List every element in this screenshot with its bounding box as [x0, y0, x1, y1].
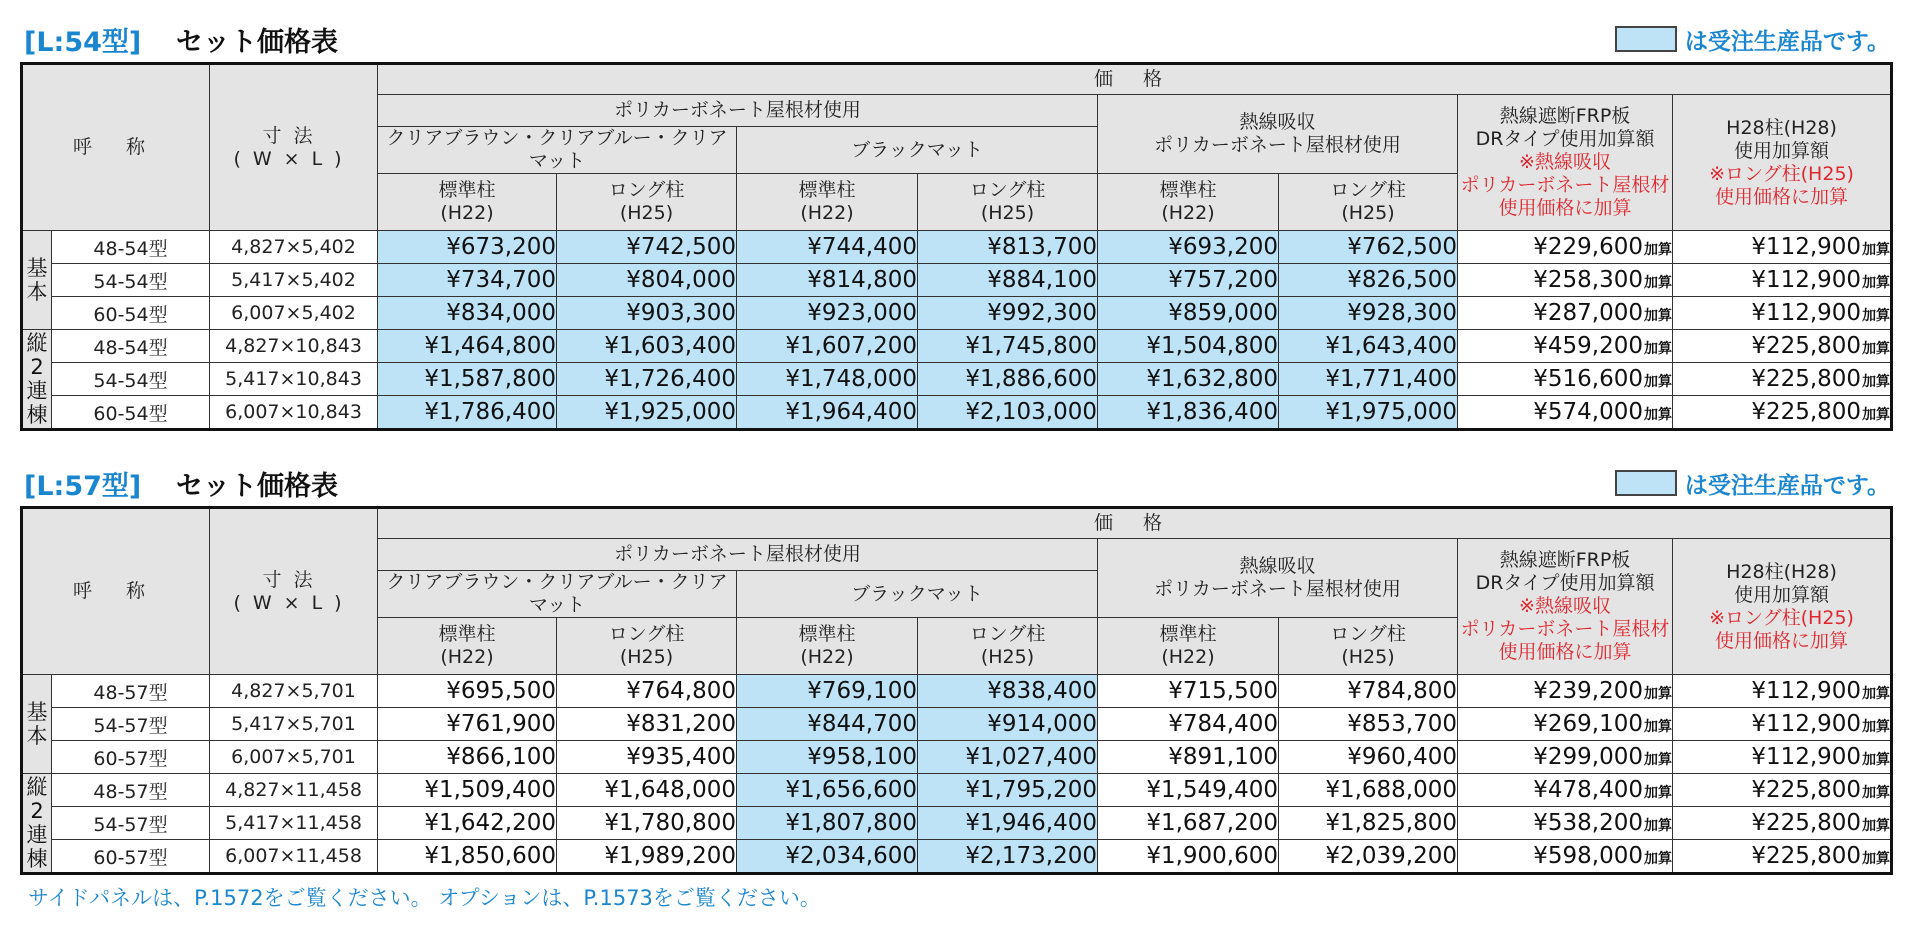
h28-add-value: ¥112,900	[1751, 267, 1862, 293]
price-cell: ¥992,300	[918, 297, 1098, 330]
model-name: 48-57型	[52, 774, 210, 807]
size-header: 寸法 (W×L)	[210, 64, 378, 231]
heat-header: 熱線吸収 ポリカーボネート屋根材使用	[1098, 539, 1458, 618]
add-suffix: 加算	[1644, 686, 1673, 702]
frp-header: 熱線遮断FRP板 DRタイプ使用加算額 ※熱線吸収 ポリカーボネート屋根材 使用価格に加算	[1458, 539, 1673, 675]
price-cell: ¥958,100	[737, 741, 918, 774]
std-header: 標準柱 (H22)	[1098, 618, 1279, 675]
add-suffix: 加算	[1862, 752, 1891, 768]
h28-add-cell	[1673, 840, 1892, 874]
h28-add-cell	[1673, 330, 1892, 363]
group-label: 基本	[22, 231, 52, 330]
model-size: 4,827×10,843	[210, 330, 378, 363]
model-name: 48-54型	[52, 231, 210, 264]
group-label: 縦2連棟	[22, 774, 52, 874]
price-cell: ¥1,786,400	[378, 396, 557, 430]
frp-add-cell	[1458, 807, 1673, 840]
h28-add-value: ¥225,800	[1751, 810, 1862, 836]
price-cell: ¥1,989,200	[557, 840, 737, 874]
price-cell: ¥826,500	[1279, 264, 1458, 297]
long-header: ロング柱 (H25)	[557, 174, 737, 231]
model-size: 5,417×5,402	[210, 264, 378, 297]
price-cell: ¥1,886,600	[918, 363, 1098, 396]
price-cell: ¥1,656,600	[737, 774, 918, 807]
model-size: 4,827×5,701	[210, 675, 378, 708]
frp-add-value: ¥229,600	[1533, 234, 1644, 260]
price-header: 価 格	[378, 64, 1892, 95]
price-cell: ¥2,039,200	[1279, 840, 1458, 874]
section-title-row	[20, 18, 1890, 58]
price-cell: ¥914,000	[918, 708, 1098, 741]
table-row	[22, 264, 1892, 297]
model-size: 6,007×10,843	[210, 396, 378, 430]
black-header: ブラックマット	[737, 571, 1098, 618]
price-table	[20, 506, 1893, 875]
price-cell: ¥1,607,200	[737, 330, 918, 363]
h28-add-cell	[1673, 741, 1892, 774]
frp-add-value: ¥239,200	[1533, 678, 1644, 704]
price-cell: ¥1,632,800	[1098, 363, 1279, 396]
price-cell: ¥1,795,200	[918, 774, 1098, 807]
price-cell: ¥1,688,000	[1279, 774, 1458, 807]
price-cell: ¥1,587,800	[378, 363, 557, 396]
h28-add-value: ¥225,800	[1751, 843, 1862, 869]
frp-add-cell	[1458, 231, 1673, 264]
model-size: 4,827×5,402	[210, 231, 378, 264]
add-suffix: 加算	[1862, 785, 1891, 801]
price-cell: ¥673,200	[378, 231, 557, 264]
price-cell: ¥2,103,000	[918, 396, 1098, 430]
h28-header: H28柱(H28) 使用加算額 ※ロング柱(H25) 使用価格に加算	[1673, 539, 1892, 675]
section-title: セット価格表	[176, 27, 338, 58]
long-header: ロング柱 (H25)	[918, 618, 1098, 675]
frp-add-value: ¥478,400	[1533, 777, 1644, 803]
price-cell: ¥928,300	[1279, 297, 1458, 330]
std-header: 標準柱 (H22)	[737, 618, 918, 675]
price-cell: ¥1,925,000	[557, 396, 737, 430]
frp-header: 熱線遮断FRP板 DRタイプ使用加算額 ※熱線吸収 ポリカーボネート屋根材 使用価格に加算	[1458, 95, 1673, 231]
price-cell: ¥891,100	[1098, 741, 1279, 774]
price-cell: ¥1,745,800	[918, 330, 1098, 363]
price-section-l54	[20, 18, 1891, 427]
price-cell: ¥769,100	[737, 675, 918, 708]
price-cell: ¥744,400	[737, 231, 918, 264]
add-suffix: 加算	[1644, 407, 1673, 423]
price-cell: ¥853,700	[1279, 708, 1458, 741]
price-cell: ¥1,771,400	[1279, 363, 1458, 396]
price-cell: ¥693,200	[1098, 231, 1279, 264]
long-header: ロング柱 (H25)	[918, 174, 1098, 231]
h28-add-cell	[1673, 396, 1892, 430]
h28-add-value: ¥112,900	[1751, 711, 1862, 737]
price-cell: ¥1,780,800	[557, 807, 737, 840]
legend-text: は受注生産品です。	[1684, 472, 1890, 499]
long-header: ロング柱 (H25)	[557, 618, 737, 675]
model-code: [L:57型]	[24, 471, 142, 502]
price-cell: ¥2,034,600	[737, 840, 918, 874]
price-cell: ¥834,000	[378, 297, 557, 330]
table-row	[22, 807, 1892, 840]
table-row	[22, 330, 1892, 363]
price-cell: ¥1,850,600	[378, 840, 557, 874]
add-suffix: 加算	[1862, 407, 1891, 423]
std-header: 標準柱 (H22)	[1098, 174, 1279, 231]
price-cell: ¥1,726,400	[557, 363, 737, 396]
frp-add-value: ¥258,300	[1533, 267, 1644, 293]
legend-text: は受注生産品です。	[1684, 28, 1890, 55]
price-cell: ¥695,500	[378, 675, 557, 708]
frp-add-cell	[1458, 708, 1673, 741]
add-suffix: 加算	[1862, 242, 1891, 258]
price-cell: ¥1,504,800	[1098, 330, 1279, 363]
add-suffix: 加算	[1862, 818, 1891, 834]
model-code: [L:54型]	[24, 27, 142, 58]
price-cell: ¥903,300	[557, 297, 737, 330]
price-table	[20, 62, 1893, 431]
frp-add-value: ¥287,000	[1533, 300, 1644, 326]
model-name: 60-57型	[52, 741, 210, 774]
price-cell: ¥2,173,200	[918, 840, 1098, 874]
frp-add-cell	[1458, 741, 1673, 774]
section-title: セット価格表	[176, 471, 338, 502]
price-cell: ¥734,700	[378, 264, 557, 297]
model-size: 6,007×11,458	[210, 840, 378, 874]
price-cell: ¥1,643,400	[1279, 330, 1458, 363]
clear-header: クリアブラウン・クリアブルー・クリアマット	[378, 571, 737, 618]
price-cell: ¥715,500	[1098, 675, 1279, 708]
add-suffix: 加算	[1644, 275, 1673, 291]
h28-add-value: ¥225,800	[1751, 399, 1862, 425]
long-header: ロング柱 (H25)	[1279, 174, 1458, 231]
price-cell: ¥762,500	[1279, 231, 1458, 264]
price-cell: ¥1,603,400	[557, 330, 737, 363]
model-name: 54-54型	[52, 363, 210, 396]
name-header: 呼 称	[22, 508, 210, 675]
price-cell: ¥1,975,000	[1279, 396, 1458, 430]
model-size: 5,417×10,843	[210, 363, 378, 396]
frp-add-cell	[1458, 264, 1673, 297]
model-name: 60-57型	[52, 840, 210, 874]
model-name: 54-57型	[52, 708, 210, 741]
price-cell: ¥813,700	[918, 231, 1098, 264]
poly-header: ポリカーボネート屋根材使用	[378, 95, 1098, 127]
h28-add-cell	[1673, 807, 1892, 840]
price-cell: ¥859,000	[1098, 297, 1279, 330]
legend	[1615, 24, 1890, 54]
add-suffix: 加算	[1862, 341, 1891, 357]
add-suffix: 加算	[1644, 851, 1673, 867]
h28-add-value: ¥112,900	[1751, 678, 1862, 704]
table-row	[22, 675, 1892, 708]
h28-add-cell	[1673, 708, 1892, 741]
frp-add-cell	[1458, 330, 1673, 363]
add-suffix: 加算	[1862, 374, 1891, 390]
legend	[1615, 468, 1890, 498]
price-cell: ¥1,464,800	[378, 330, 557, 363]
price-cell: ¥1,748,000	[737, 363, 918, 396]
price-header: 価 格	[378, 508, 1892, 539]
price-cell: ¥1,687,200	[1098, 807, 1279, 840]
price-cell: ¥1,648,000	[557, 774, 737, 807]
price-cell: ¥1,825,800	[1279, 807, 1458, 840]
price-cell: ¥1,964,400	[737, 396, 918, 430]
price-cell: ¥884,100	[918, 264, 1098, 297]
price-cell: ¥844,700	[737, 708, 918, 741]
price-cell: ¥814,800	[737, 264, 918, 297]
frp-add-value: ¥269,100	[1533, 711, 1644, 737]
model-name: 60-54型	[52, 297, 210, 330]
h28-add-value: ¥225,800	[1751, 333, 1862, 359]
price-cell: ¥923,000	[737, 297, 918, 330]
model-name: 48-54型	[52, 330, 210, 363]
h28-add-value: ¥112,900	[1751, 744, 1862, 770]
footer-note: サイドパネルは、P.1572をご覧ください。 オプションは、P.1573をご覧ください。	[28, 886, 821, 910]
model-size: 6,007×5,402	[210, 297, 378, 330]
h28-add-cell	[1673, 363, 1892, 396]
price-cell: ¥1,807,800	[737, 807, 918, 840]
price-cell: ¥1,900,600	[1098, 840, 1279, 874]
group-label: 基本	[22, 675, 52, 774]
price-cell: ¥1,509,400	[378, 774, 557, 807]
group-label: 縦2連棟	[22, 330, 52, 430]
model-size: 4,827×11,458	[210, 774, 378, 807]
price-cell: ¥764,800	[557, 675, 737, 708]
h28-add-cell	[1673, 231, 1892, 264]
model-size: 5,417×5,701	[210, 708, 378, 741]
frp-add-value: ¥516,600	[1533, 366, 1644, 392]
price-section-l57	[20, 462, 1891, 871]
size-header: 寸法 (W×L)	[210, 508, 378, 675]
frp-add-value: ¥574,000	[1533, 399, 1644, 425]
table-row	[22, 741, 1892, 774]
add-suffix: 加算	[1644, 719, 1673, 735]
table-row	[22, 774, 1892, 807]
heat-header: 熱線吸収 ポリカーボネート屋根材使用	[1098, 95, 1458, 174]
price-cell: ¥742,500	[557, 231, 737, 264]
frp-add-cell	[1458, 840, 1673, 874]
frp-add-cell	[1458, 363, 1673, 396]
price-cell: ¥1,836,400	[1098, 396, 1279, 430]
price-cell: ¥1,946,400	[918, 807, 1098, 840]
price-cell: ¥784,800	[1279, 675, 1458, 708]
add-suffix: 加算	[1644, 341, 1673, 357]
price-cell: ¥761,900	[378, 708, 557, 741]
h28-add-cell	[1673, 297, 1892, 330]
price-cell: ¥784,400	[1098, 708, 1279, 741]
black-header: ブラックマット	[737, 127, 1098, 174]
price-cell: ¥1,642,200	[378, 807, 557, 840]
legend-swatch	[1615, 26, 1677, 52]
h28-add-cell	[1673, 675, 1892, 708]
frp-add-cell	[1458, 675, 1673, 708]
add-suffix: 加算	[1644, 785, 1673, 801]
model-name: 48-57型	[52, 675, 210, 708]
price-cell: ¥838,400	[918, 675, 1098, 708]
add-suffix: 加算	[1862, 851, 1891, 867]
price-cell: ¥1,027,400	[918, 741, 1098, 774]
frp-add-value: ¥459,200	[1533, 333, 1644, 359]
add-suffix: 加算	[1644, 752, 1673, 768]
legend-swatch	[1615, 470, 1677, 496]
std-header: 標準柱 (H22)	[737, 174, 918, 231]
h28-add-value: ¥225,800	[1751, 777, 1862, 803]
add-suffix: 加算	[1644, 818, 1673, 834]
model-name: 54-57型	[52, 807, 210, 840]
frp-add-cell	[1458, 396, 1673, 430]
add-suffix: 加算	[1862, 308, 1891, 324]
add-suffix: 加算	[1644, 374, 1673, 390]
h28-add-cell	[1673, 264, 1892, 297]
price-cell: ¥1,549,400	[1098, 774, 1279, 807]
table-row	[22, 231, 1892, 264]
std-header: 標準柱 (H22)	[378, 618, 557, 675]
h28-add-cell	[1673, 774, 1892, 807]
poly-header: ポリカーボネート屋根材使用	[378, 539, 1098, 571]
h28-add-value: ¥112,900	[1751, 300, 1862, 326]
h28-add-value: ¥225,800	[1751, 366, 1862, 392]
model-name: 60-54型	[52, 396, 210, 430]
price-cell: ¥935,400	[557, 741, 737, 774]
frp-add-cell	[1458, 297, 1673, 330]
std-header: 標準柱 (H22)	[378, 174, 557, 231]
h28-header: H28柱(H28) 使用加算額 ※ロング柱(H25) 使用価格に加算	[1673, 95, 1892, 231]
add-suffix: 加算	[1644, 242, 1673, 258]
long-header: ロング柱 (H25)	[1279, 618, 1458, 675]
table-row	[22, 708, 1892, 741]
frp-add-value: ¥299,000	[1533, 744, 1644, 770]
add-suffix: 加算	[1644, 308, 1673, 324]
name-header: 呼 称	[22, 64, 210, 231]
price-cell: ¥804,000	[557, 264, 737, 297]
table-row	[22, 297, 1892, 330]
model-size: 6,007×5,701	[210, 741, 378, 774]
add-suffix: 加算	[1862, 719, 1891, 735]
price-cell: ¥960,400	[1279, 741, 1458, 774]
model-name: 54-54型	[52, 264, 210, 297]
frp-add-cell	[1458, 774, 1673, 807]
price-cell: ¥831,200	[557, 708, 737, 741]
add-suffix: 加算	[1862, 275, 1891, 291]
add-suffix: 加算	[1862, 686, 1891, 702]
price-cell: ¥757,200	[1098, 264, 1279, 297]
table-row	[22, 363, 1892, 396]
table-row	[22, 396, 1892, 430]
price-cell: ¥866,100	[378, 741, 557, 774]
frp-add-value: ¥538,200	[1533, 810, 1644, 836]
h28-add-value: ¥112,900	[1751, 234, 1862, 260]
table-row	[22, 840, 1892, 874]
frp-add-value: ¥598,000	[1533, 843, 1644, 869]
clear-header: クリアブラウン・クリアブルー・クリアマット	[378, 127, 737, 174]
model-size: 5,417×11,458	[210, 807, 378, 840]
section-title-row	[20, 462, 1890, 502]
